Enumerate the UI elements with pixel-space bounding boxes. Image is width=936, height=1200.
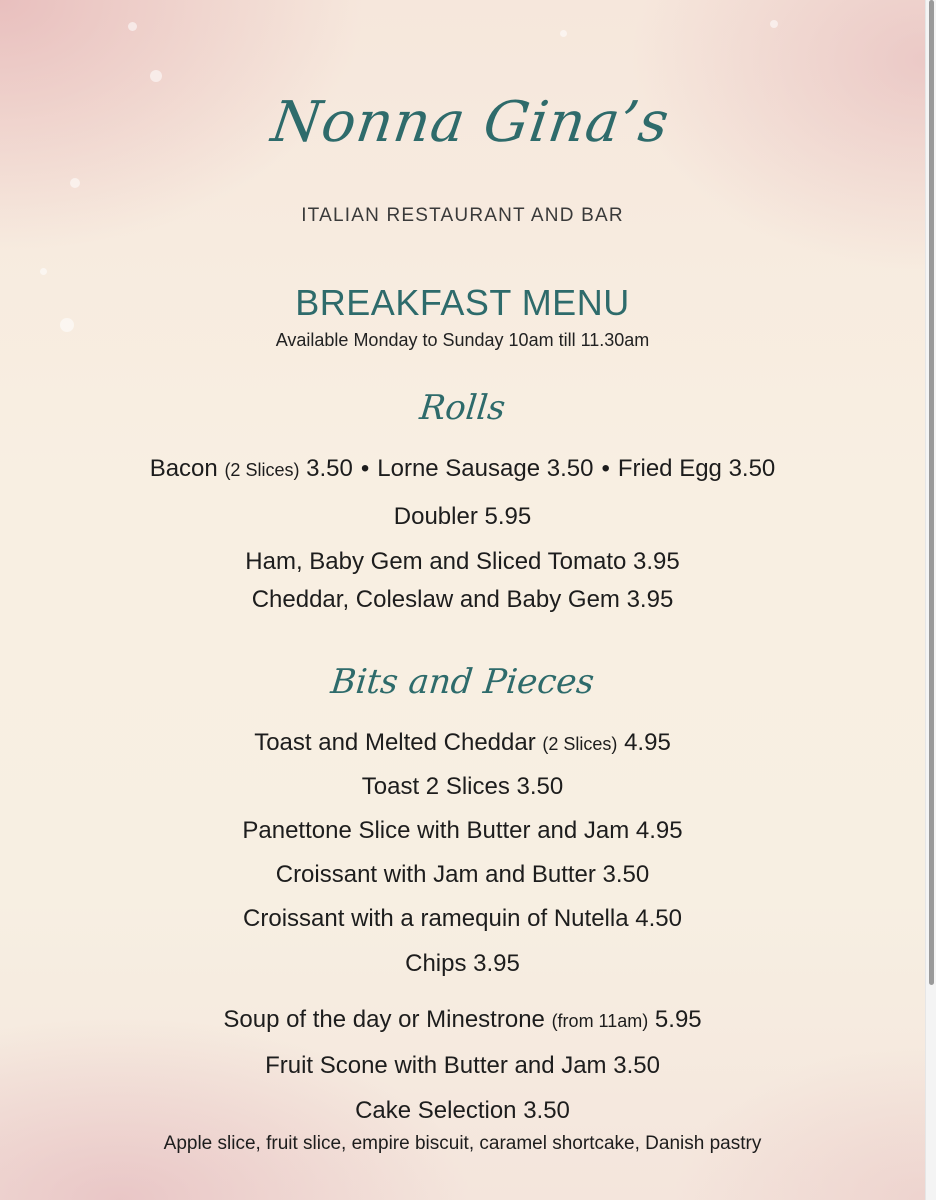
item-cheddar-roll: Cheddar, Coleslaw and Baby Gem 3.95 (251, 586, 674, 613)
item-text: Soup of the day or Minestrone (223, 1006, 545, 1033)
item-chips: Chips 3.95 (405, 950, 520, 977)
item-price: 5.95 (654, 1006, 702, 1033)
item-lorne-sausage: Lorne Sausage 3.50 (377, 455, 594, 482)
item-cake-selection: Cake Selection 3.50 (355, 1097, 570, 1124)
item-croissant-jam: Croissant with Jam and Butter 3.50 (275, 861, 650, 888)
restaurant-logo: Nonna Gina’s (267, 90, 674, 155)
vertical-scrollbar[interactable] (925, 0, 936, 1200)
bokeh-dot (770, 20, 778, 28)
item-note: (2 Slices) (542, 734, 618, 754)
item-text: Toast and Melted Cheddar (254, 729, 536, 756)
item-price: 3.50 (306, 455, 353, 482)
bokeh-dot (560, 30, 567, 37)
restaurant-tagline: ITALIAN RESTAURANT AND BAR (301, 205, 624, 226)
item-croissant-nutella: Croissant with a ramequin of Nutella 4.50 (243, 905, 682, 932)
section-heading-bits: Bits and Pieces (328, 662, 597, 702)
item-soup (0, 1006, 925, 1034)
item-fried-egg: Fried Egg 3.50 (617, 455, 776, 482)
availability-text: Available Monday to Sunday 10am till 11.30am (275, 330, 650, 350)
section-heading-rolls: Rolls (417, 388, 508, 428)
scrollbar-thumb[interactable] (929, 0, 934, 985)
bullet-separator: • (360, 455, 370, 482)
cake-selection-description: Apple slice, fruit slice, empire biscuit, caramel shortcake, Danish pastry (163, 1133, 762, 1154)
item-toast: Toast 2 Slices 3.50 (361, 773, 564, 800)
item-note: (from 11am) (551, 1011, 649, 1031)
item-bacon: Bacon (149, 455, 218, 482)
item-panettone: Panettone Slice with Butter and Jam 4.95 (242, 817, 683, 844)
bokeh-dot (128, 22, 137, 31)
menu-item-line (0, 455, 925, 483)
item-ham-roll: Ham, Baby Gem and Sliced Tomato 3.95 (245, 548, 680, 575)
bokeh-dot (40, 268, 47, 275)
item-note: (2 Slices) (224, 460, 300, 480)
item-doubler: Doubler 5.95 (393, 503, 532, 530)
item-price: 4.95 (624, 729, 671, 756)
item-toast-melted-cheddar (0, 729, 925, 757)
bokeh-dot (150, 70, 162, 82)
bokeh-dot (70, 178, 80, 188)
item-fruit-scone: Fruit Scone with Butter and Jam 3.50 (265, 1052, 660, 1079)
menu-title: BREAKFAST MENU (295, 282, 630, 323)
bullet-separator: • (601, 455, 610, 482)
